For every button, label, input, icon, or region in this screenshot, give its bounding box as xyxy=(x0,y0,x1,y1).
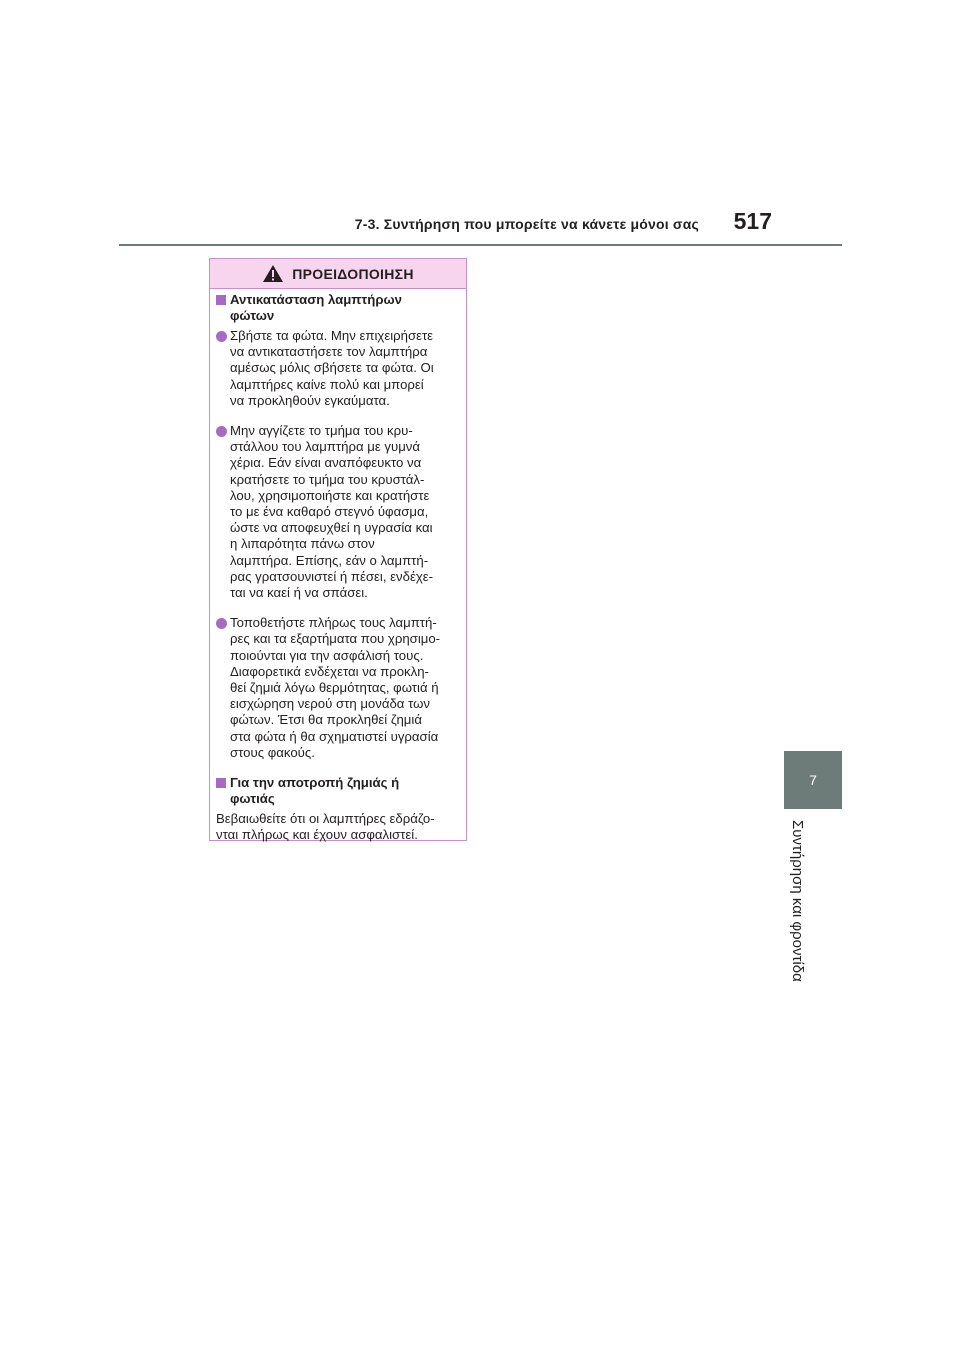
text-line: ποιούνται για την ασφάλισή τους. xyxy=(230,647,424,663)
text-line: αμέσως μόλις σβήσετε τα φώτα. Οι xyxy=(230,360,434,376)
text-line: ρας γρατσουνιστεί ή πέσει, ενδέχε- xyxy=(230,568,434,584)
text-line: χέρια. Εάν είναι αναπόφευκτο να xyxy=(230,455,422,471)
heading-line: φώτων xyxy=(230,308,275,323)
bullet-item-glass-handling xyxy=(216,423,460,601)
text-line: να αντικαταστήσετε τον λαμπτήρα xyxy=(230,344,428,360)
round-bullet-icon xyxy=(216,618,227,629)
text-line: στάλλου του λαμπτήρα με γυμνά xyxy=(230,439,421,455)
round-bullet-icon xyxy=(216,426,227,437)
chapter-title: Συντήρηση και φροντίδα xyxy=(789,820,806,982)
text-line: κρατήσετε το τμήμα του κρυστάλ- xyxy=(230,471,425,487)
text-line: στους φακούς. xyxy=(230,744,315,760)
text-line: ώστε να αποφευχθεί η υγρασία και xyxy=(230,520,433,536)
section-heading-bulb-replacement xyxy=(216,292,460,324)
page-number: 517 xyxy=(733,208,772,234)
fire-prevention-paragraph xyxy=(216,811,460,843)
text-line: να προκληθούν εγκαύματα. xyxy=(230,392,390,408)
text-line: εισχώρηση νερού στη μονάδα των xyxy=(230,696,431,712)
bullet-item-install-fully xyxy=(216,615,460,761)
text-line: το με ένα καθαρό στεγνό ύφασμα, xyxy=(230,504,429,520)
text-line: ρες και τα εξαρτήματα που χρησιμο- xyxy=(230,631,441,647)
chapter-tab[interactable] xyxy=(784,751,842,809)
text-line: ται να καεί ή να σπάσει. xyxy=(230,585,368,601)
text-line: η λιπαρότητα πάνω στον xyxy=(230,536,375,552)
warning-title: ΠΡΟΕΙΔΟΠΟΙΗΣΗ xyxy=(292,265,414,282)
text-line: λαμπτήρες καίνε πολύ και μπορεί xyxy=(230,376,424,392)
square-bullet-icon xyxy=(216,295,226,305)
section-title: 7-3. Συντήρηση που μπορείτε να κάνετε μόνοι σας xyxy=(354,216,699,232)
heading-line: φωτιάς xyxy=(230,791,275,807)
heading-line: Για την αποτροπή ζημιάς ή xyxy=(230,775,400,791)
warning-box xyxy=(209,258,467,841)
text-line: Μην αγγίζετε το τμήμα του κρυ- xyxy=(230,423,413,439)
heading-line: Αντικατάσταση λαμπτήρων xyxy=(230,292,402,307)
text-line: φώτων. Έτσι θα προκληθεί ζημιά xyxy=(230,712,422,728)
round-bullet-icon xyxy=(216,331,227,342)
text-line: νται πλήρως και έχουν ασφαλιστεί. xyxy=(216,827,418,843)
text-line: στα φώτα ή θα σχηματιστεί υγρασία xyxy=(230,728,439,744)
section-heading-fire-prevention xyxy=(216,775,460,807)
warning-triangle-icon xyxy=(262,264,284,283)
text-line: Διαφορετικά ενδέχεται να προκλη- xyxy=(230,663,429,679)
warning-header xyxy=(210,259,466,289)
text-line: λαμπτήρα. Επίσης, εάν ο λαμπτή- xyxy=(230,552,429,568)
text-line: θεί ζημιά λόγω θερμότητας, φωτιά ή xyxy=(230,680,439,696)
text-line: Τοποθετήστε πλήρως τους λαμπτή- xyxy=(230,615,437,631)
warning-content xyxy=(210,289,466,843)
text-line: Βεβαιωθείτε ότι οι λαμπτήρες εδράζο- xyxy=(216,811,435,827)
chapter-number: 7 xyxy=(809,772,817,788)
square-bullet-icon xyxy=(216,778,226,788)
bullet-item-turn-off-lights xyxy=(216,328,460,409)
text-line: λου, χρησιμοποιήστε και κρατήστε xyxy=(230,487,430,503)
page-header xyxy=(119,208,842,246)
text-line: Σβήστε τα φώτα. Μην επιχειρήσετε xyxy=(230,328,434,343)
